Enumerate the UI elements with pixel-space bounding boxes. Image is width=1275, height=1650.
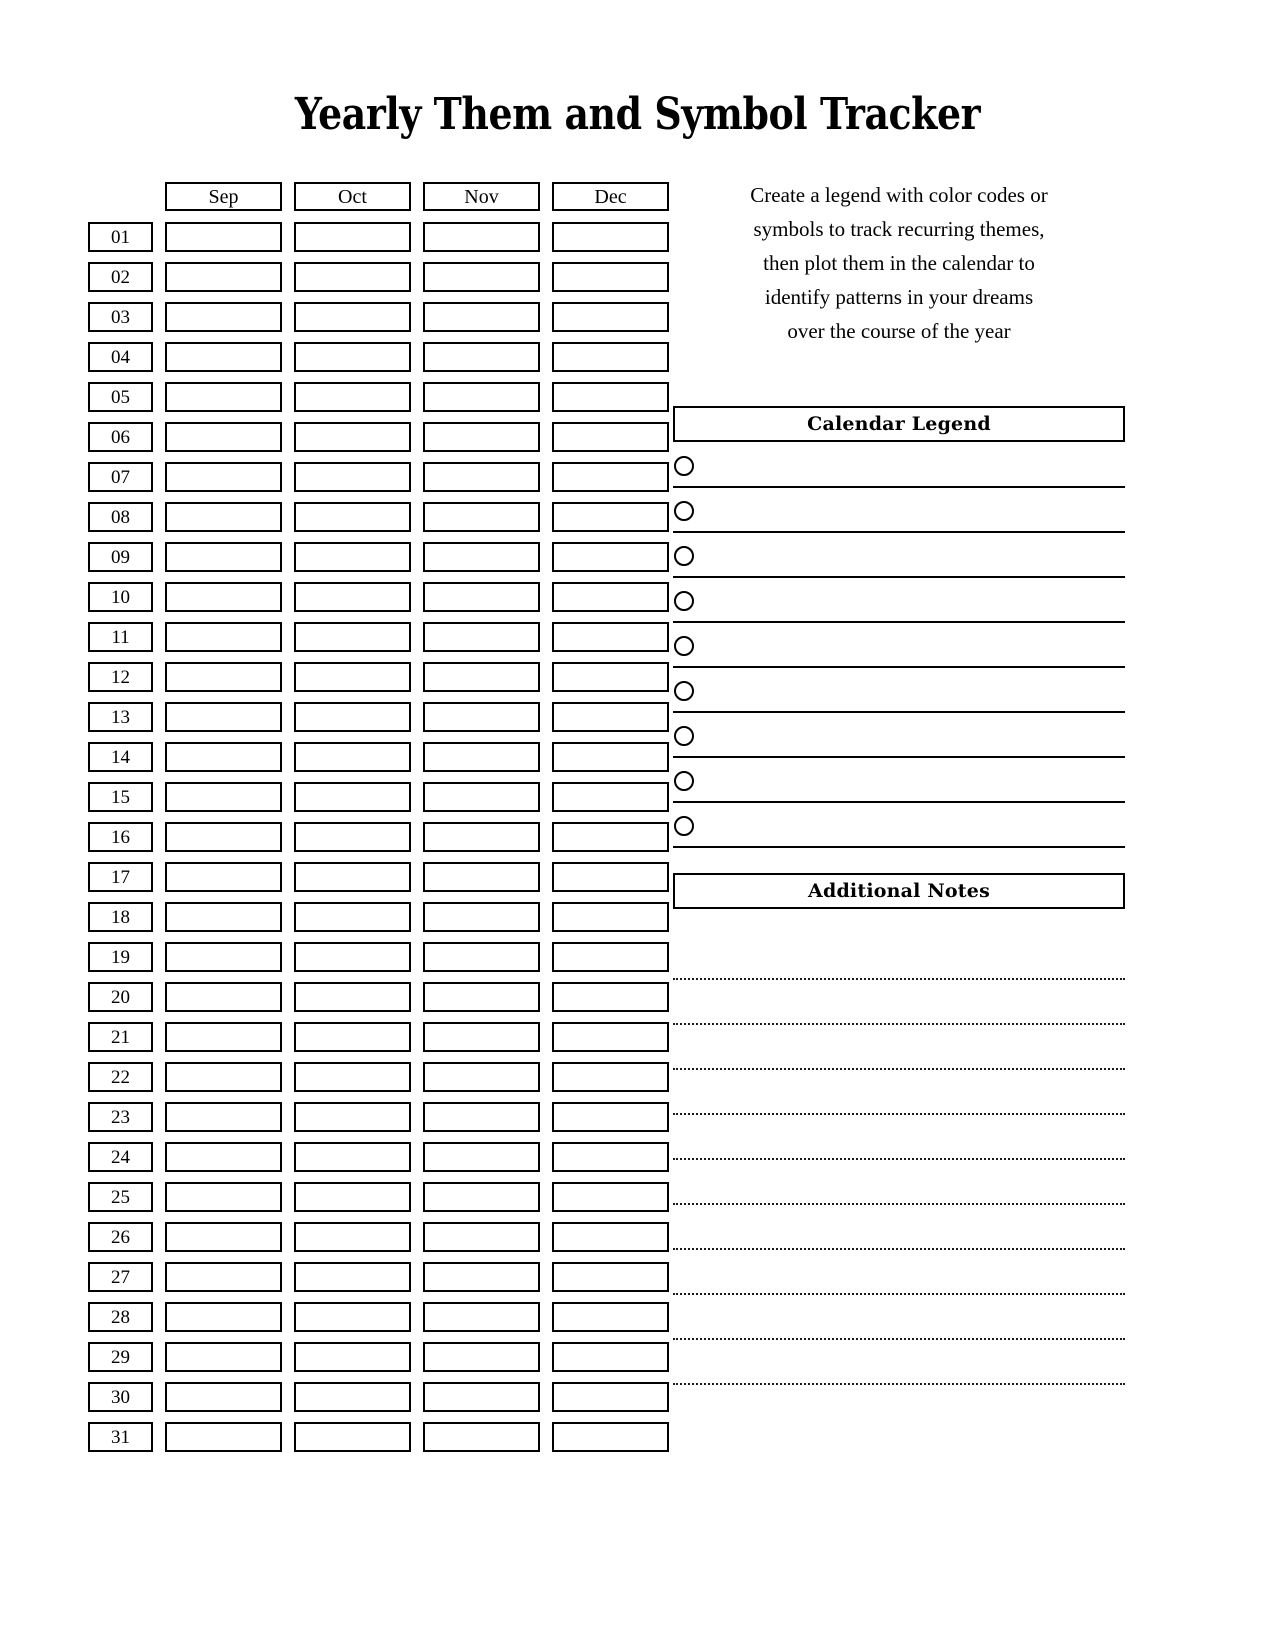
calendar-day-row bbox=[88, 542, 644, 582]
entry-cell-dec-01[interactable] bbox=[552, 222, 669, 252]
legend-write-rule bbox=[673, 486, 1125, 488]
entry-cell-nov-17[interactable] bbox=[423, 862, 540, 892]
calendar-day-row bbox=[88, 1302, 644, 1342]
day-number-cell: 02 bbox=[88, 262, 153, 292]
entry-cell-sep-09[interactable] bbox=[165, 542, 282, 572]
entry-cell-dec-30[interactable] bbox=[552, 1382, 669, 1412]
calendar-day-row bbox=[88, 262, 644, 302]
circle-icon[interactable] bbox=[674, 636, 694, 656]
calendar-day-row bbox=[88, 1022, 644, 1062]
day-number-cell: 18 bbox=[88, 902, 153, 932]
note-line-row[interactable] bbox=[673, 1340, 1125, 1385]
entry-cell-dec-13[interactable] bbox=[552, 702, 669, 732]
day-number-cell: 14 bbox=[88, 742, 153, 772]
entry-cell-oct-17[interactable] bbox=[294, 862, 411, 892]
calendar-day-row bbox=[88, 1222, 644, 1262]
circle-icon[interactable] bbox=[674, 501, 694, 521]
entry-cell-nov-22[interactable] bbox=[423, 1062, 540, 1092]
calendar-day-row bbox=[88, 1102, 644, 1142]
right-panel bbox=[673, 178, 1125, 1385]
entry-cell-nov-14[interactable] bbox=[423, 742, 540, 772]
day-number-cell: 01 bbox=[88, 222, 153, 252]
entry-cell-oct-11[interactable] bbox=[294, 622, 411, 652]
entry-cell-nov-06[interactable] bbox=[423, 422, 540, 452]
day-number-cell: 22 bbox=[88, 1062, 153, 1092]
entry-cell-oct-05[interactable] bbox=[294, 382, 411, 412]
note-line-row[interactable] bbox=[673, 1115, 1125, 1160]
calendar-day-row bbox=[88, 382, 644, 422]
instructions-line: Create a legend with color codes or bbox=[750, 183, 1048, 207]
month-header-nov: Nov bbox=[423, 182, 540, 211]
entry-cell-sep-31[interactable] bbox=[165, 1422, 282, 1452]
calendar-day-row bbox=[88, 942, 644, 982]
entry-cell-nov-04[interactable] bbox=[423, 342, 540, 372]
entry-cell-nov-21[interactable] bbox=[423, 1022, 540, 1052]
page-title: Yearly Them and Symbol Tracker bbox=[294, 89, 981, 140]
entry-cell-dec-29[interactable] bbox=[552, 1342, 669, 1372]
calendar-day-row bbox=[88, 1342, 644, 1382]
calendar-day-row bbox=[88, 1062, 644, 1102]
legend-entry-row[interactable] bbox=[673, 720, 1125, 765]
legend-entry-row[interactable] bbox=[673, 450, 1125, 495]
legend-write-rule bbox=[673, 846, 1125, 848]
entry-cell-nov-08[interactable] bbox=[423, 502, 540, 532]
calendar-day-row bbox=[88, 1182, 644, 1222]
day-number-cell: 21 bbox=[88, 1022, 153, 1052]
entry-cell-sep-08[interactable] bbox=[165, 502, 282, 532]
day-number-cell: 11 bbox=[88, 622, 153, 652]
entry-cell-dec-10[interactable] bbox=[552, 582, 669, 612]
calendar-day-row bbox=[88, 1262, 644, 1302]
entry-cell-nov-31[interactable] bbox=[423, 1422, 540, 1452]
calendar-day-row bbox=[88, 582, 644, 622]
entry-cell-sep-26[interactable] bbox=[165, 1222, 282, 1252]
entry-cell-sep-10[interactable] bbox=[165, 582, 282, 612]
legend-write-rule bbox=[673, 621, 1125, 623]
entry-cell-oct-15[interactable] bbox=[294, 782, 411, 812]
day-number-cell: 26 bbox=[88, 1222, 153, 1252]
entry-cell-sep-29[interactable] bbox=[165, 1342, 282, 1372]
calendar-day-row bbox=[88, 1382, 644, 1422]
circle-icon[interactable] bbox=[674, 681, 694, 701]
instructions-line: symbols to track recurring themes, bbox=[753, 217, 1045, 241]
calendar-day-row bbox=[88, 1142, 644, 1182]
entry-cell-sep-03[interactable] bbox=[165, 302, 282, 332]
calendar-day-row bbox=[88, 1422, 644, 1462]
entry-cell-oct-14[interactable] bbox=[294, 742, 411, 772]
calendar-day-row bbox=[88, 622, 644, 662]
entry-cell-dec-05[interactable] bbox=[552, 382, 669, 412]
day-number-cell: 07 bbox=[88, 462, 153, 492]
entry-cell-oct-27[interactable] bbox=[294, 1262, 411, 1292]
calendar-day-row bbox=[88, 822, 644, 862]
note-line-row[interactable] bbox=[673, 935, 1125, 980]
entry-cell-nov-24[interactable] bbox=[423, 1142, 540, 1172]
entry-cell-oct-31[interactable] bbox=[294, 1422, 411, 1452]
entry-cell-nov-02[interactable] bbox=[423, 262, 540, 292]
entry-cell-oct-29[interactable] bbox=[294, 1342, 411, 1372]
entry-cell-dec-12[interactable] bbox=[552, 662, 669, 692]
entry-cell-sep-13[interactable] bbox=[165, 702, 282, 732]
entry-cell-sep-14[interactable] bbox=[165, 742, 282, 772]
circle-icon[interactable] bbox=[674, 456, 694, 476]
legend-write-rule bbox=[673, 801, 1125, 803]
instructions-line: over the course of the year bbox=[787, 319, 1011, 343]
entry-cell-sep-12[interactable] bbox=[165, 662, 282, 692]
day-number-cell: 06 bbox=[88, 422, 153, 452]
entry-cell-sep-05[interactable] bbox=[165, 382, 282, 412]
entry-cell-nov-05[interactable] bbox=[423, 382, 540, 412]
entry-cell-dec-27[interactable] bbox=[552, 1262, 669, 1292]
legend-entry-row[interactable] bbox=[673, 675, 1125, 720]
legend-write-rule bbox=[673, 531, 1125, 533]
entry-cell-oct-08[interactable] bbox=[294, 502, 411, 532]
day-number-cell: 17 bbox=[88, 862, 153, 892]
note-line-row[interactable] bbox=[673, 980, 1125, 1025]
entry-cell-sep-21[interactable] bbox=[165, 1022, 282, 1052]
day-number-cell: 16 bbox=[88, 822, 153, 852]
calendar-day-row bbox=[88, 222, 644, 262]
entry-cell-dec-20[interactable] bbox=[552, 982, 669, 1012]
instructions-line: then plot them in the calendar to bbox=[763, 251, 1035, 275]
entry-cell-oct-07[interactable] bbox=[294, 462, 411, 492]
instructions-line: identify patterns in your dreams bbox=[764, 285, 1034, 309]
instructions-text bbox=[673, 178, 1125, 348]
day-number-cell: 20 bbox=[88, 982, 153, 1012]
entry-cell-sep-28[interactable] bbox=[165, 1302, 282, 1332]
calendar-day-row bbox=[88, 502, 644, 542]
circle-icon[interactable] bbox=[674, 726, 694, 746]
entry-cell-oct-12[interactable] bbox=[294, 662, 411, 692]
legend-write-rule bbox=[673, 711, 1125, 713]
entry-cell-dec-28[interactable] bbox=[552, 1302, 669, 1332]
legend-entry-row[interactable] bbox=[673, 495, 1125, 540]
day-number-cell: 29 bbox=[88, 1342, 153, 1372]
entry-cell-oct-10[interactable] bbox=[294, 582, 411, 612]
legend-write-rule bbox=[673, 756, 1125, 758]
entry-cell-nov-11[interactable] bbox=[423, 622, 540, 652]
entry-cell-oct-28[interactable] bbox=[294, 1302, 411, 1332]
entry-cell-nov-12[interactable] bbox=[423, 662, 540, 692]
entry-cell-oct-06[interactable] bbox=[294, 422, 411, 452]
entry-cell-nov-30[interactable] bbox=[423, 1382, 540, 1412]
calendar-day-row bbox=[88, 702, 644, 742]
entry-cell-dec-14[interactable] bbox=[552, 742, 669, 772]
entry-cell-sep-24[interactable] bbox=[165, 1142, 282, 1172]
entry-cell-nov-07[interactable] bbox=[423, 462, 540, 492]
entry-cell-sep-15[interactable] bbox=[165, 782, 282, 812]
day-number-cell: 31 bbox=[88, 1422, 153, 1452]
entry-cell-dec-25[interactable] bbox=[552, 1182, 669, 1212]
entry-cell-dec-19[interactable] bbox=[552, 942, 669, 972]
calendar-legend-rows bbox=[673, 450, 1125, 855]
circle-icon[interactable] bbox=[674, 816, 694, 836]
day-number-cell: 28 bbox=[88, 1302, 153, 1332]
note-dotted-rule bbox=[673, 1383, 1125, 1385]
entry-cell-sep-01[interactable] bbox=[165, 222, 282, 252]
day-number-cell: 12 bbox=[88, 662, 153, 692]
entry-cell-nov-10[interactable] bbox=[423, 582, 540, 612]
calendar-day-row bbox=[88, 782, 644, 822]
entry-cell-oct-22[interactable] bbox=[294, 1062, 411, 1092]
entry-cell-oct-13[interactable] bbox=[294, 702, 411, 732]
note-line-row[interactable] bbox=[673, 1250, 1125, 1295]
entry-cell-dec-22[interactable] bbox=[552, 1062, 669, 1092]
entry-cell-nov-26[interactable] bbox=[423, 1222, 540, 1252]
calendar-day-row bbox=[88, 902, 644, 942]
legend-entry-row[interactable] bbox=[673, 585, 1125, 630]
day-number-cell: 23 bbox=[88, 1102, 153, 1132]
month-header-sep: Sep bbox=[165, 182, 282, 211]
legend-entry-row[interactable] bbox=[673, 540, 1125, 585]
calendar-day-row bbox=[88, 342, 644, 382]
additional-notes-rows bbox=[673, 935, 1125, 1385]
entry-cell-sep-17[interactable] bbox=[165, 862, 282, 892]
calendar-day-row bbox=[88, 862, 644, 902]
circle-icon[interactable] bbox=[674, 591, 694, 611]
entry-cell-nov-01[interactable] bbox=[423, 222, 540, 252]
note-line-row[interactable] bbox=[673, 1160, 1125, 1205]
entry-cell-nov-29[interactable] bbox=[423, 1342, 540, 1372]
day-number-cell: 04 bbox=[88, 342, 153, 372]
entry-cell-nov-03[interactable] bbox=[423, 302, 540, 332]
legend-write-rule bbox=[673, 576, 1125, 578]
month-header-dec: Dec bbox=[552, 182, 669, 211]
entry-cell-sep-02[interactable] bbox=[165, 262, 282, 292]
day-number-cell: 09 bbox=[88, 542, 153, 572]
entry-cell-sep-20[interactable] bbox=[165, 982, 282, 1012]
day-number-cell: 08 bbox=[88, 502, 153, 532]
entry-cell-nov-20[interactable] bbox=[423, 982, 540, 1012]
additional-notes-heading: Additional Notes bbox=[673, 873, 1125, 909]
entry-cell-sep-23[interactable] bbox=[165, 1102, 282, 1132]
entry-cell-dec-09[interactable] bbox=[552, 542, 669, 572]
entry-cell-nov-27[interactable] bbox=[423, 1262, 540, 1292]
entry-cell-oct-18[interactable] bbox=[294, 902, 411, 932]
entry-cell-dec-24[interactable] bbox=[552, 1142, 669, 1172]
calendar-legend-heading: Calendar Legend bbox=[673, 406, 1125, 442]
entry-cell-dec-04[interactable] bbox=[552, 342, 669, 372]
day-number-cell: 15 bbox=[88, 782, 153, 812]
entry-cell-sep-06[interactable] bbox=[165, 422, 282, 452]
entry-cell-oct-01[interactable] bbox=[294, 222, 411, 252]
entry-cell-nov-15[interactable] bbox=[423, 782, 540, 812]
entry-cell-sep-11[interactable] bbox=[165, 622, 282, 652]
day-number-cell: 13 bbox=[88, 702, 153, 732]
entry-cell-sep-04[interactable] bbox=[165, 342, 282, 372]
entry-cell-dec-26[interactable] bbox=[552, 1222, 669, 1252]
calendar-body bbox=[88, 222, 644, 1462]
entry-cell-oct-20[interactable] bbox=[294, 982, 411, 1012]
entry-cell-oct-02[interactable] bbox=[294, 262, 411, 292]
calendar-day-row bbox=[88, 302, 644, 342]
entry-cell-nov-19[interactable] bbox=[423, 942, 540, 972]
day-number-cell: 30 bbox=[88, 1382, 153, 1412]
entry-cell-oct-19[interactable] bbox=[294, 942, 411, 972]
entry-cell-dec-23[interactable] bbox=[552, 1102, 669, 1132]
entry-cell-oct-04[interactable] bbox=[294, 342, 411, 372]
calendar-day-row bbox=[88, 742, 644, 782]
circle-icon[interactable] bbox=[674, 546, 694, 566]
entry-cell-dec-11[interactable] bbox=[552, 622, 669, 652]
day-number-cell: 05 bbox=[88, 382, 153, 412]
day-number-cell: 25 bbox=[88, 1182, 153, 1212]
day-number-cell: 03 bbox=[88, 302, 153, 332]
note-line-row[interactable] bbox=[673, 1025, 1125, 1070]
entry-cell-sep-18[interactable] bbox=[165, 902, 282, 932]
entry-cell-oct-21[interactable] bbox=[294, 1022, 411, 1052]
entry-cell-oct-24[interactable] bbox=[294, 1142, 411, 1172]
entry-cell-nov-16[interactable] bbox=[423, 822, 540, 852]
entry-cell-nov-09[interactable] bbox=[423, 542, 540, 572]
entry-cell-oct-23[interactable] bbox=[294, 1102, 411, 1132]
entry-cell-dec-31[interactable] bbox=[552, 1422, 669, 1452]
note-line-row[interactable] bbox=[673, 1205, 1125, 1250]
legend-entry-row[interactable] bbox=[673, 810, 1125, 855]
calendar-day-row bbox=[88, 982, 644, 1022]
entry-cell-oct-16[interactable] bbox=[294, 822, 411, 852]
entry-cell-nov-13[interactable] bbox=[423, 702, 540, 732]
entry-cell-oct-25[interactable] bbox=[294, 1182, 411, 1212]
legend-entry-row[interactable] bbox=[673, 630, 1125, 675]
entry-cell-sep-19[interactable] bbox=[165, 942, 282, 972]
entry-cell-dec-07[interactable] bbox=[552, 462, 669, 492]
entry-cell-sep-30[interactable] bbox=[165, 1382, 282, 1412]
legend-entry-row[interactable] bbox=[673, 765, 1125, 810]
entry-cell-nov-25[interactable] bbox=[423, 1182, 540, 1212]
entry-cell-dec-06[interactable] bbox=[552, 422, 669, 452]
entry-cell-dec-21[interactable] bbox=[552, 1022, 669, 1052]
entry-cell-dec-03[interactable] bbox=[552, 302, 669, 332]
entry-cell-nov-28[interactable] bbox=[423, 1302, 540, 1332]
calendar-header-row bbox=[88, 182, 644, 222]
calendar-day-row bbox=[88, 422, 644, 462]
entry-cell-oct-30[interactable] bbox=[294, 1382, 411, 1412]
entry-cell-dec-16[interactable] bbox=[552, 822, 669, 852]
entry-cell-oct-26[interactable] bbox=[294, 1222, 411, 1252]
entry-cell-dec-02[interactable] bbox=[552, 262, 669, 292]
day-number-cell: 19 bbox=[88, 942, 153, 972]
entry-cell-sep-22[interactable] bbox=[165, 1062, 282, 1092]
entry-cell-nov-18[interactable] bbox=[423, 902, 540, 932]
entry-cell-oct-03[interactable] bbox=[294, 302, 411, 332]
day-number-cell: 27 bbox=[88, 1262, 153, 1292]
month-header-oct: Oct bbox=[294, 182, 411, 211]
calendar-day-row bbox=[88, 462, 644, 502]
legend-write-rule bbox=[673, 666, 1125, 668]
note-line-row[interactable] bbox=[673, 1070, 1125, 1115]
note-line-row[interactable] bbox=[673, 1295, 1125, 1340]
entry-cell-oct-09[interactable] bbox=[294, 542, 411, 572]
entry-cell-dec-18[interactable] bbox=[552, 902, 669, 932]
day-number-cell: 10 bbox=[88, 582, 153, 612]
entry-cell-sep-27[interactable] bbox=[165, 1262, 282, 1292]
day-column-header-spacer bbox=[88, 182, 153, 211]
circle-icon[interactable] bbox=[674, 771, 694, 791]
entry-cell-sep-25[interactable] bbox=[165, 1182, 282, 1212]
calendar-grid bbox=[88, 182, 644, 1462]
entry-cell-sep-07[interactable] bbox=[165, 462, 282, 492]
entry-cell-dec-17[interactable] bbox=[552, 862, 669, 892]
entry-cell-dec-15[interactable] bbox=[552, 782, 669, 812]
day-number-cell: 24 bbox=[88, 1142, 153, 1172]
entry-cell-dec-08[interactable] bbox=[552, 502, 669, 532]
calendar-day-row bbox=[88, 662, 644, 702]
entry-cell-nov-23[interactable] bbox=[423, 1102, 540, 1132]
entry-cell-sep-16[interactable] bbox=[165, 822, 282, 852]
